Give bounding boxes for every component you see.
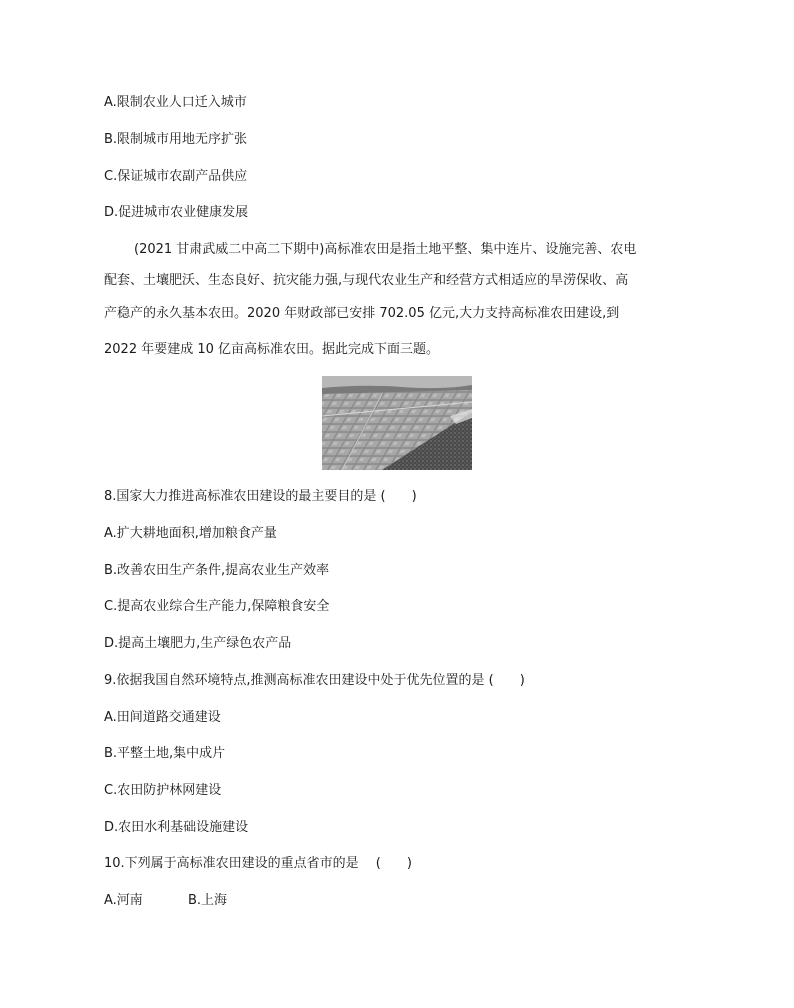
q8-option-c: C.提高农业综合生产能力,保障粮食安全	[104, 599, 330, 614]
passage-line-1: (2021 甘肃武威二中高二下期中)高标准农田是指土地平整、集中连片、设施完善、农电	[134, 242, 637, 257]
q9-option-a: A.田间道路交通建设	[104, 710, 221, 725]
q10-option-a: A.河南	[104, 893, 143, 908]
prev-option-a: A.限制农业人口迁入城市	[104, 95, 247, 110]
q10-options	[104, 892, 227, 910]
q9-option-d: D.农田水利基础设施建设	[104, 820, 249, 835]
q9-option-c: C.农田防护林网建设	[104, 783, 222, 798]
q9-stem: 9.依据我国自然环境特点,推测高标准农田建设中处于优先位置的是 ( )	[104, 673, 525, 688]
q10-option-b: B.上海	[188, 893, 228, 908]
farmland-aerial-photo	[322, 376, 472, 470]
q8-option-b: B.改善农田生产条件,提高农业生产效率	[104, 563, 330, 578]
passage-line-3: 产稳产的永久基本农田。2020 年财政部已安排 702.05 亿元,大力支持高标准农田建设,到	[104, 306, 620, 321]
q9-option-b: B.平整土地,集中成片	[104, 746, 226, 761]
prev-option-c: C.保证城市农副产品供应	[104, 169, 248, 184]
q10-stem: 10.下列属于高标准农田建设的重点省市的是 ( )	[104, 856, 412, 871]
q8-option-d: D.提高土壤肥力,生产绿色农产品	[104, 636, 292, 651]
prev-option-d: D.促进城市农业健康发展	[104, 205, 249, 220]
passage-line-4: 2022 年要建成 10 亿亩高标准农田。据此完成下面三题。	[104, 342, 440, 357]
passage-line-2: 配套、土壤肥沃、生态良好、抗灾能力强,与现代农业生产和经营方式相适应的旱涝保收、高	[104, 273, 629, 288]
q8-option-a: A.扩大耕地面积,增加粮食产量	[104, 526, 277, 541]
prev-option-b: B.限制城市用地无序扩张	[104, 132, 248, 147]
q8-stem: 8.国家大力推进高标准农田建设的最主要目的是 ( )	[104, 489, 417, 504]
